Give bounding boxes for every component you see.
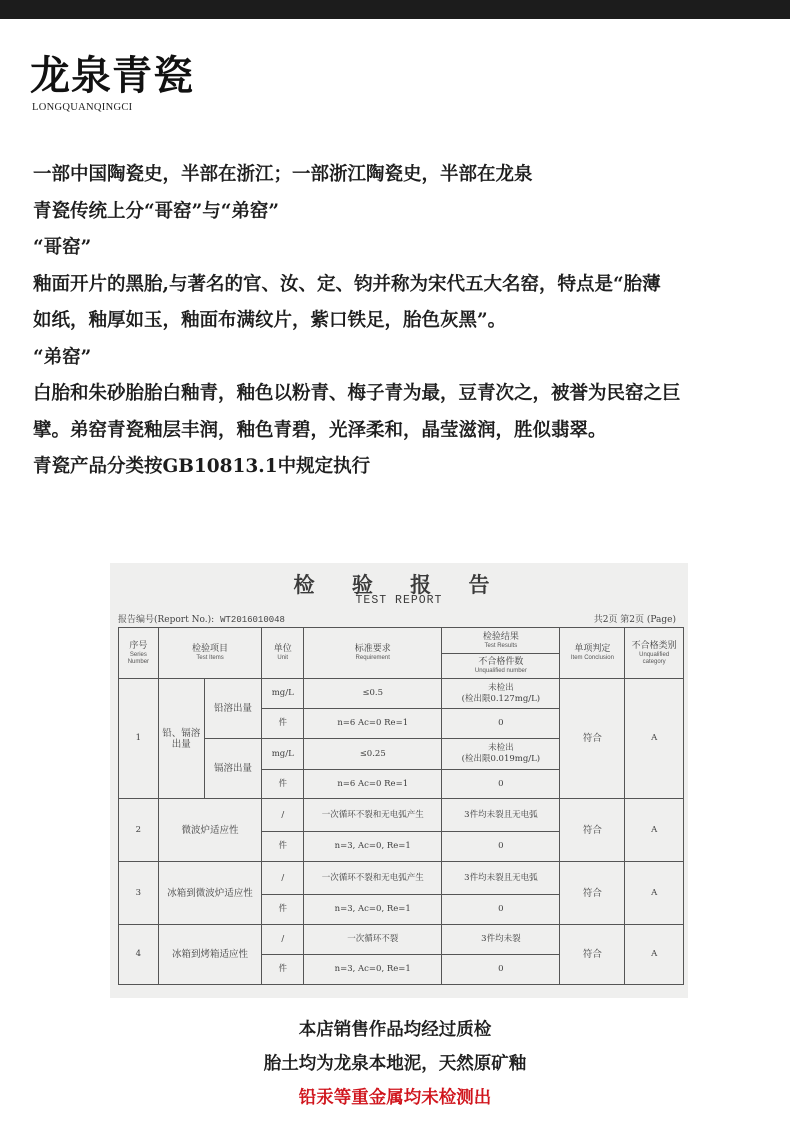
header-result: 检验结果 Test Results [442, 628, 560, 654]
row2-unit2: 件 [262, 832, 304, 862]
table-row [119, 679, 684, 709]
row1-cad-result: 未检出 (检出限0.019mg/L) [442, 739, 560, 770]
report-page-info: 共2页 第2页 (Page) [593, 615, 676, 625]
row1-cad-unq: 0 [442, 770, 560, 799]
row3-unq: 0 [442, 895, 560, 925]
row1-cad-unit2: 件 [262, 770, 304, 799]
row1-no: 1 [119, 679, 159, 799]
row2-req: 一次循环不裂和无电弧产生 [304, 799, 442, 832]
row2-result: 3件均未裂且无电弧 [442, 799, 560, 832]
table-row [119, 799, 684, 832]
intro-line: 青瓷产品分类按GB10813.1中规定执行 [33, 456, 371, 477]
row3-item: 冰箱到微波炉适应性 [158, 862, 262, 925]
row3-req2: n=3, Ac=0, Re=1 [304, 895, 442, 925]
header-item: 检验项目 Test Items [158, 628, 262, 679]
row3-conclusion: 符合 [560, 862, 625, 925]
row1-cad-req2: n=6 Ac=0 Re=1 [304, 770, 442, 799]
row3-category: A [625, 862, 684, 925]
row3-no: 3 [119, 862, 159, 925]
report-table [118, 627, 684, 985]
row1-lead-req2: n=6 Ac=0 Re=1 [304, 709, 442, 739]
row1-lead-result: 未检出 (检出限0.127mg/L) [442, 679, 560, 709]
intro-line: 白胎和朱砂胎胎白釉青，釉色以粉青、梅子青为最，豆青次之，被誉为民窑之巨 [33, 383, 681, 404]
row4-result: 3件均未裂 [442, 925, 560, 955]
row2-req2: n=3, Ac=0, Re=1 [304, 832, 442, 862]
row2-conclusion: 符合 [560, 799, 625, 862]
row1-lead-req: ≤0.5 [304, 679, 442, 709]
footer-line-quality: 本店销售作品均经过质检 [298, 1020, 492, 1040]
header-category: 不合格类别 Unqualified category [625, 628, 684, 679]
row2-item: 微波炉适应性 [158, 799, 262, 862]
intro-line: 釉面开片的黑胎,与著名的官、汝、定、钧并称为宋代五大名窑，特点是“胎薄 [33, 273, 661, 295]
row1-category: A [625, 679, 684, 799]
row1-item-group: 铅、镉溶出量 [158, 679, 204, 799]
row3-result: 3件均未裂且无电弧 [442, 862, 560, 895]
row3-unit: / [262, 862, 304, 895]
row4-unit2: 件 [262, 955, 304, 985]
row4-req: 一次循环不裂 [304, 925, 442, 955]
brand-title: 龙泉青瓷 [30, 52, 194, 99]
intro-line: 擘。弟窑青瓷釉层丰润，釉色青碧，光泽柔和，晶莹滋润，胜似翡翠。 [33, 419, 607, 441]
row4-conclusion: 符合 [560, 925, 625, 985]
report-title: 检 验 报 告 [293, 572, 505, 597]
test-report-image [110, 563, 688, 998]
report-number-label: 报告编号(Report No.): [118, 615, 215, 625]
table-header-row [119, 628, 684, 654]
row2-category: A [625, 799, 684, 862]
intro-text [33, 157, 768, 486]
row3-req: 一次循环不裂和无电弧产生 [304, 862, 442, 895]
row3-unit2: 件 [262, 895, 304, 925]
row4-req2: n=3, Ac=0, Re=1 [304, 955, 442, 985]
header-seq: 序号 Series Number [119, 628, 159, 679]
footer-line-material: 胎土均为龙泉本地泥，天然原矿釉 [263, 1054, 527, 1074]
footer-notes [0, 1013, 790, 1115]
intro-line: 一部中国陶瓷史，半部在浙江；一部浙江陶瓷史，半部在龙泉 [33, 164, 533, 185]
row1-cad-unit: mg/L [262, 739, 304, 770]
row4-unit: / [262, 925, 304, 955]
header-unqualified: 不合格件数 Unqualified number [442, 654, 560, 679]
header-unit: 单位 Unit [262, 628, 304, 679]
report-subtitle: TEST REPORT [355, 594, 443, 607]
report-number-value: WT2016010048 [220, 615, 285, 625]
row4-item: 冰箱到烤箱适应性 [158, 925, 262, 985]
row1-lead-unq: 0 [442, 709, 560, 739]
intro-line: 如纸，釉厚如玉，釉面布满纹片，紫口铁足，胎色灰黑”。 [33, 310, 507, 331]
report-number [118, 612, 285, 625]
table-row [119, 925, 684, 955]
row2-unit: / [262, 799, 304, 832]
intro-heading-di-kiln: “弟窑” [33, 346, 92, 368]
row4-category: A [625, 925, 684, 985]
header-requirement: 标准要求 Requirement [304, 628, 442, 679]
row1-lead: 铅溶出量 [204, 679, 262, 739]
top-bar [0, 0, 790, 19]
intro-heading-ge-kiln: “哥窑” [33, 237, 92, 258]
table-row [119, 862, 684, 895]
footer-line-heavy-metal: 铅汞等重金属均未检测出 [298, 1088, 492, 1108]
row2-unq: 0 [442, 832, 560, 862]
intro-line: 青瓷传统上分“哥窑”与“弟窑” [33, 200, 280, 222]
brand-logo [30, 52, 194, 113]
row2-no: 2 [119, 799, 159, 862]
row1-cadmium: 镉溶出量 [204, 739, 262, 799]
header-conclusion: 单项判定 Item Conclusion [560, 628, 625, 679]
row4-unq: 0 [442, 955, 560, 985]
row4-no: 4 [119, 925, 159, 985]
row1-lead-unit2: 件 [262, 709, 304, 739]
brand-subtitle: LONGQUANQINGCI [32, 102, 133, 113]
row1-lead-unit: mg/L [262, 679, 304, 709]
row1-cad-req: ≤0.25 [304, 739, 442, 770]
row1-conclusion: 符合 [560, 679, 625, 799]
